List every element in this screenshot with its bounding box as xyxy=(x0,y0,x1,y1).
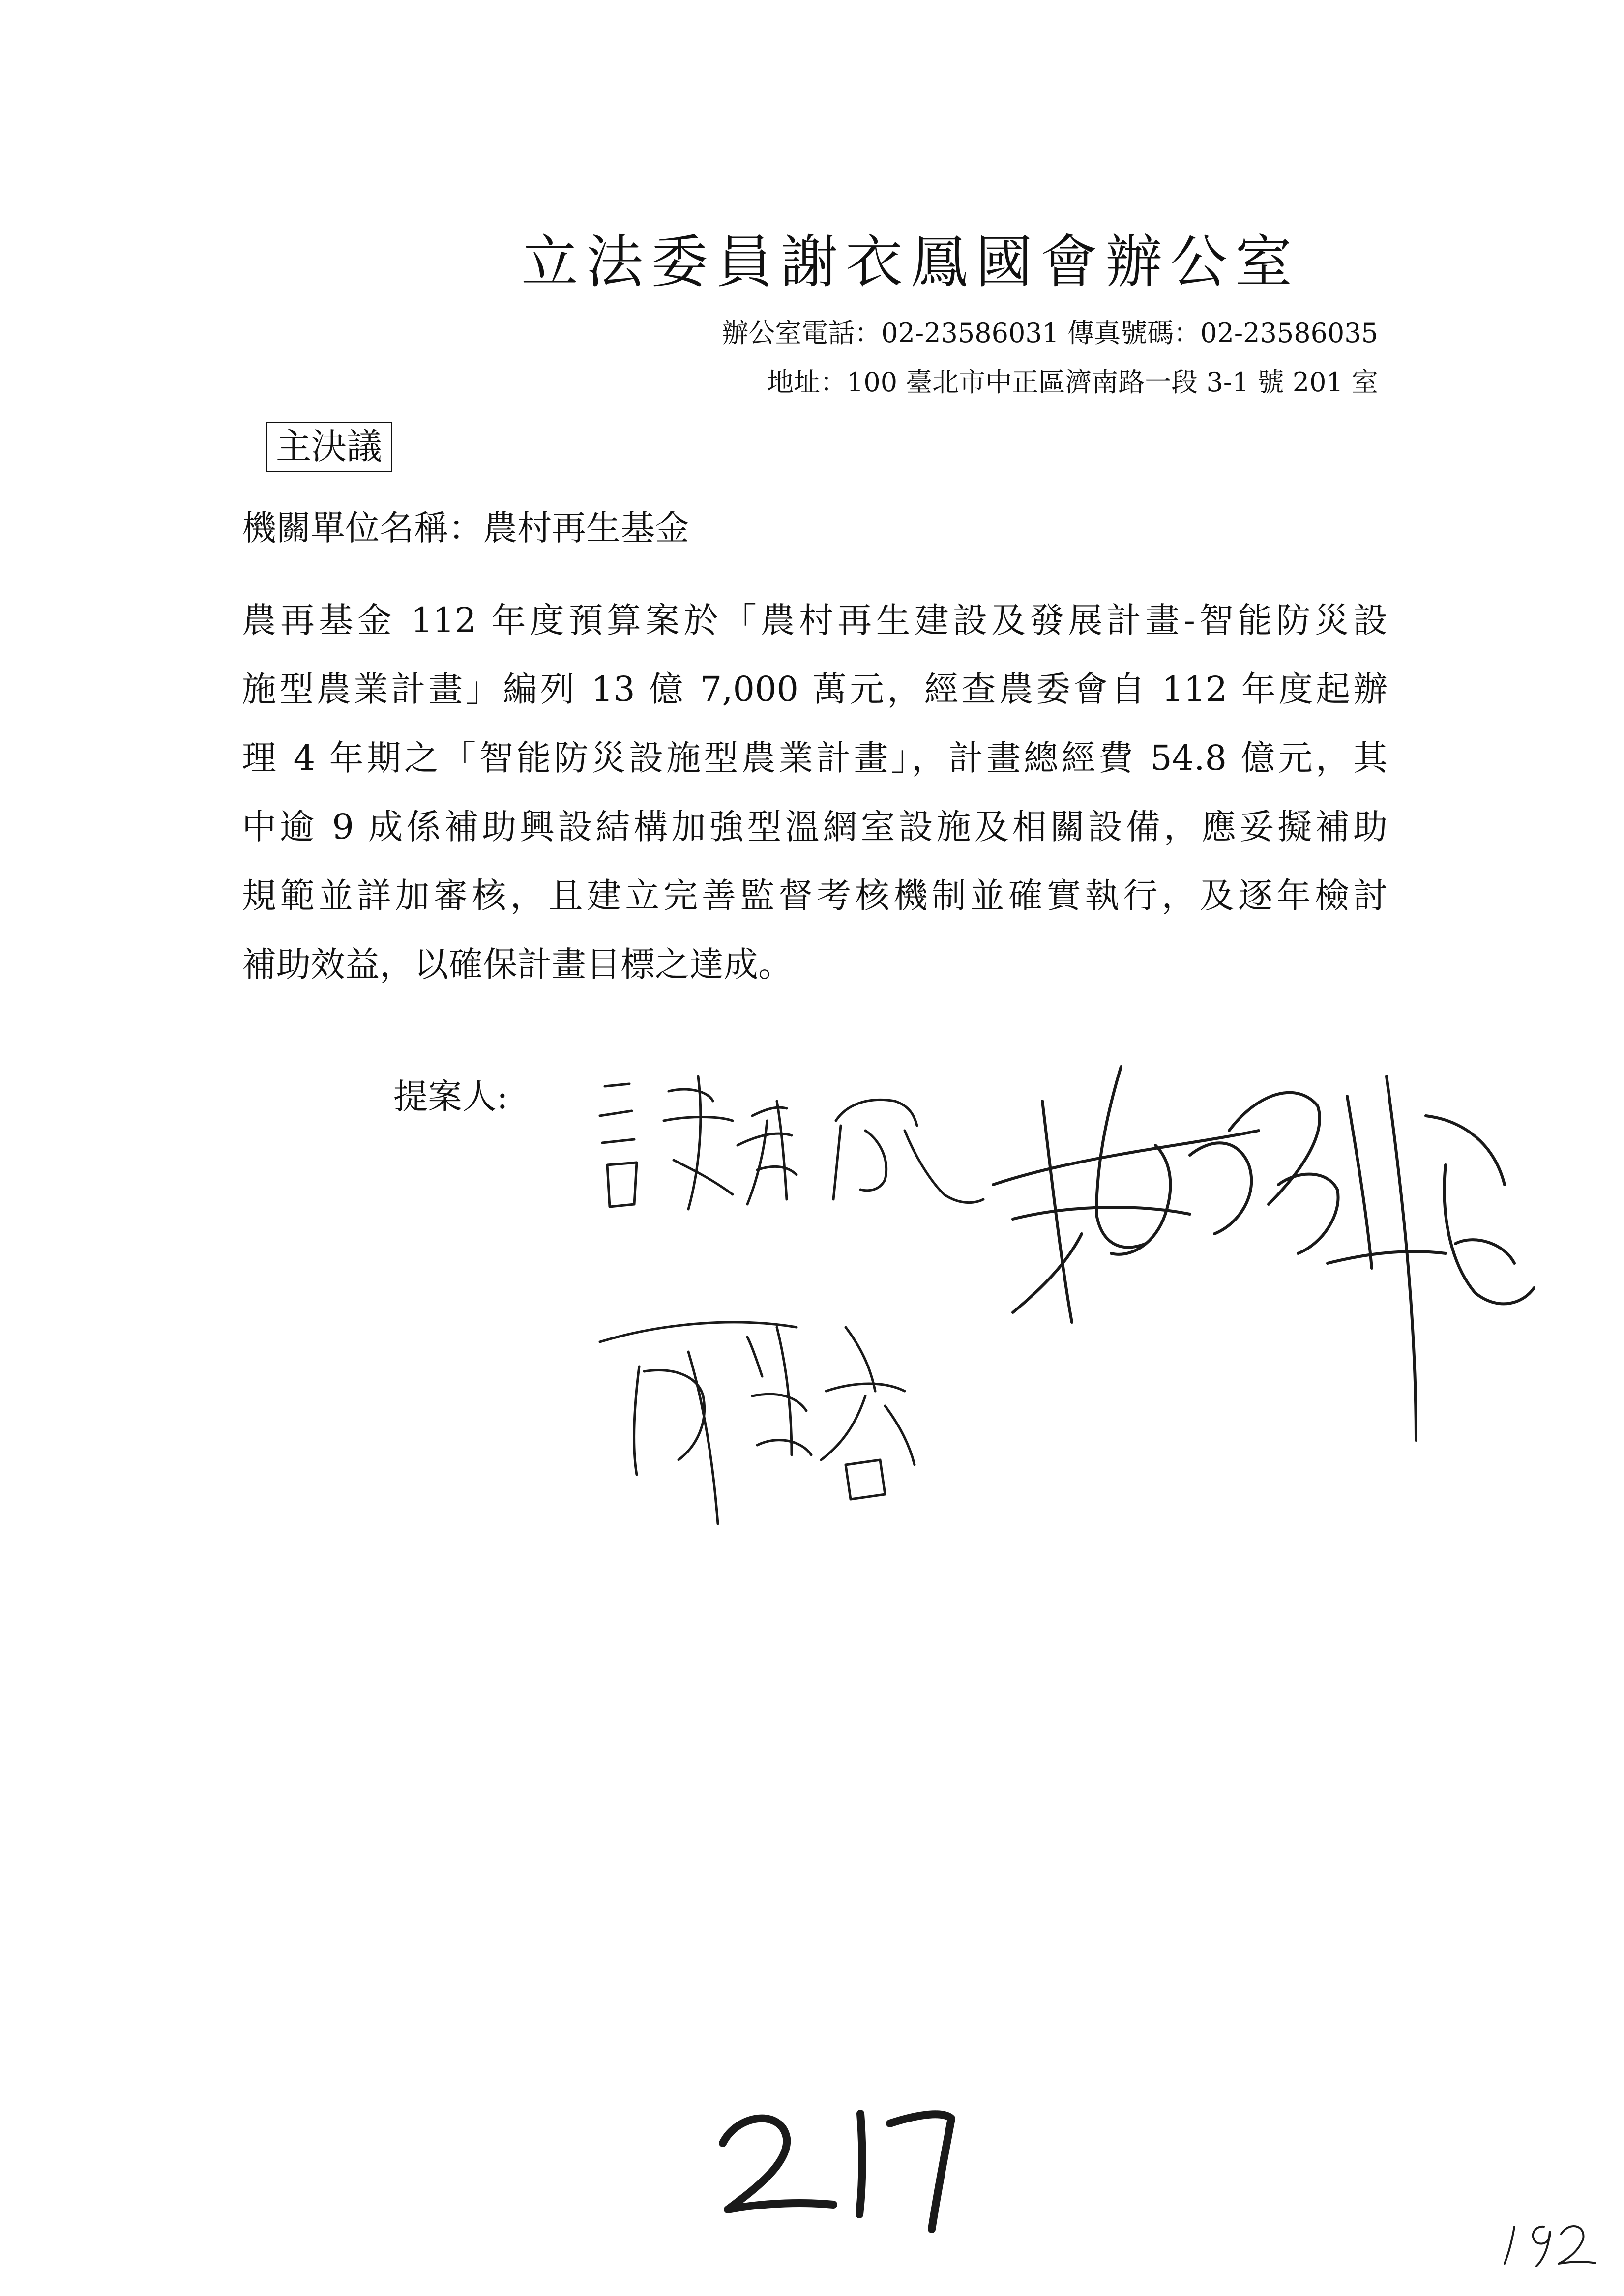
handwritten-corner-number xyxy=(1500,2212,1598,2271)
office-phone-line: 辦公室電話：02-23586031 傳真號碼：02-23586035 xyxy=(722,318,1378,349)
resolution-body xyxy=(242,586,1388,999)
body-line: 施型農業計畫」編列 13 億 7,000 萬元，經查農委會自 112 年度起辦 xyxy=(242,669,1388,709)
resolution-type-box: 主決議 xyxy=(266,422,392,472)
body-line: 規範並詳加審核，且建立完善監督考核機制並確實執行，及逐年檢討 xyxy=(242,875,1388,916)
body-line: 中逾 9 成係補助興設結構加強型溫網室設施及相關設備，應妥擬補助 xyxy=(242,807,1388,847)
office-address-line: 地址：100 臺北市中正區濟南路一段 3-1 號 201 室 xyxy=(767,367,1378,398)
signature-2 xyxy=(983,1057,1573,1450)
signature-1 xyxy=(590,1057,1033,1219)
office-title: 立法委員謝衣鳳國會辦公室 xyxy=(521,229,1300,295)
signature-3 xyxy=(590,1298,983,1553)
body-line: 農再基金 112 年度預算案於「農村再生建設及發展計畫-智能防災設 xyxy=(242,600,1388,640)
body-line: 補助效益，以確保計畫目標之達成。 xyxy=(242,944,793,985)
proposer-label: 提案人: xyxy=(393,1076,508,1117)
handwritten-page-number xyxy=(713,2104,969,2237)
agency-name: 機關單位名稱：農村再生基金 xyxy=(242,508,689,548)
body-line: 理 4 年期之「智能防災設施型農業計畫」，計畫總經費 54.8 億元，其 xyxy=(242,738,1388,778)
